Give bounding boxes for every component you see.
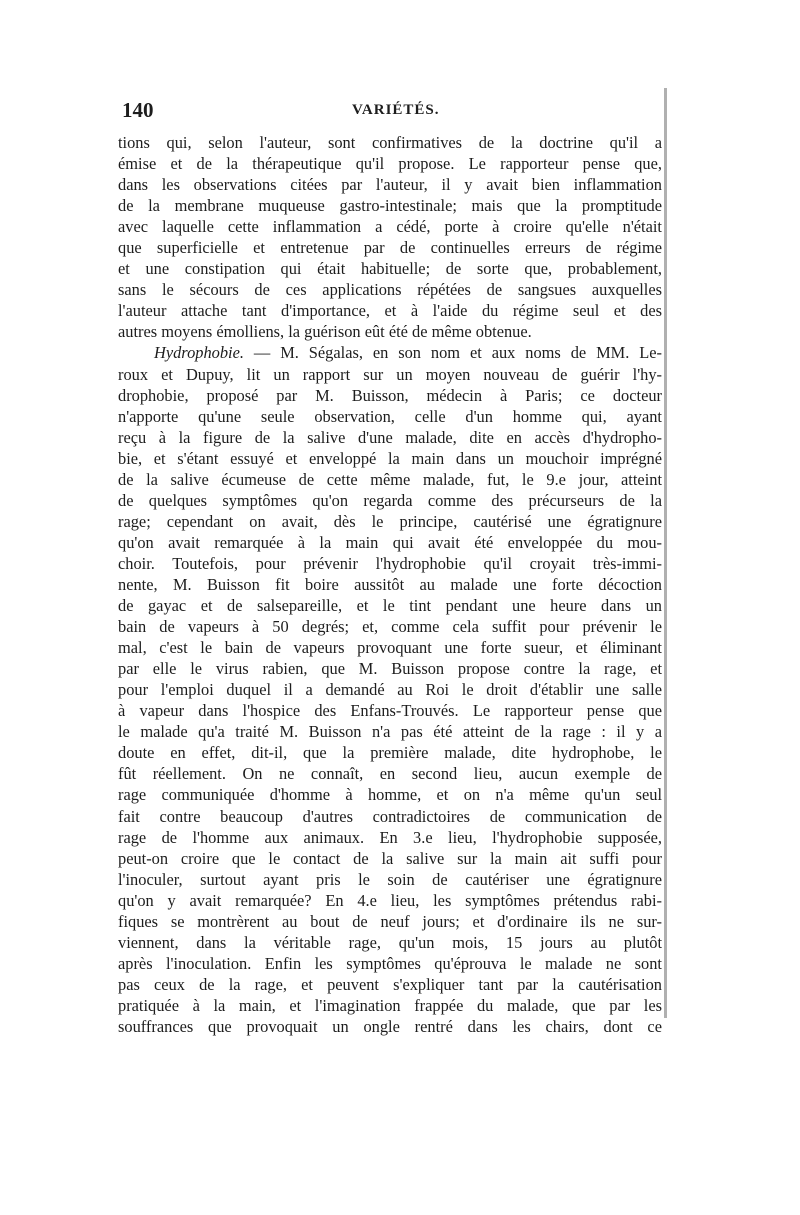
text-line: reçu à la figure de la salive d'une malade, dite en accès d'hydropho- — [118, 427, 662, 447]
text-line: sans le sécours de ces applications répétées de sangsues auxquelles — [118, 280, 662, 300]
text-line: drophobie, proposé par M. Buisson, médecin à Paris; ce docteur — [118, 385, 662, 405]
running-head: VARIÉTÉS. — [352, 102, 440, 118]
paragraph-results — [118, 132, 662, 342]
text-line: l'inoculer, surtout ayant pris le soin de cautériser une égratignure — [118, 869, 662, 889]
text-line: rage de l'homme aux animaux. En 3.e lieu, l'hydrophobie supposée, — [118, 827, 662, 847]
text-line: pratiquée à la main, et l'imagination frappée du malade, que par les — [118, 995, 662, 1015]
text-line: fait contre beaucoup d'autres contradictoires de communication de — [118, 806, 662, 826]
text-line: roux et Dupuy, lit un rapport sur un moyen nouveau de guérir l'hy- — [118, 364, 662, 384]
text-line: émise et de la thérapeutique qu'il propose. Le rapporteur pense que, — [118, 154, 662, 174]
text-line: par elle le virus rabien, que M. Buisson propose contre la rage, et — [118, 659, 662, 679]
text-line: fût réellement. On ne connaît, en second lieu, aucun exemple de — [118, 764, 662, 784]
text-line: bie, et s'étant essuyé et enveloppé la main dans un mouchoir imprégné — [118, 448, 662, 468]
text-line: rage; cependant on avait, dès le principe, cautérisé une égratignure — [118, 511, 662, 531]
text-line: qu'on y avait remarquée? En 4.e lieu, les symptômes prétendus rabi- — [118, 890, 662, 910]
text-line: rage communiquée d'homme à homme, et on n'a même qu'un seul — [118, 785, 662, 805]
text-line: de gayac et de salsepareille, et le tint pendant une heure dans un — [118, 596, 662, 616]
text-line: le malade qu'a traité M. Buisson n'a pas été atteint de la rage : il y a — [118, 722, 662, 742]
text-line: après l'inoculation. Enfin les symptômes qu'éprouva le malade ne sont — [118, 953, 662, 973]
text-line: et une constipation qui était habituelle; de sorte que, probablement, — [118, 259, 662, 279]
text-line: l'auteur attache tant d'importance, et à l'aide du régime seul et des — [118, 301, 662, 321]
text-line: peut-on croire que le contact de la salive sur la main ait suffi pour — [118, 848, 662, 868]
text-line: de la salive écumeuse de cette même malade, fut, le 9.e jour, atteint — [118, 469, 662, 489]
page-header — [118, 96, 662, 132]
text-line: n'apporte qu'une seule observation, celle d'un homme qui, ayant — [118, 406, 662, 426]
text-line: dans les observations citées par l'auteur, il y avait bien inflammation — [118, 175, 662, 195]
text-line: pour l'emploi duquel il a demandé au Roi le droit d'établir une salle — [118, 680, 662, 700]
book-page — [118, 96, 662, 1037]
text-line: bain de vapeurs à 50 degrés; et, comme cela suffit pour prévenir le — [118, 617, 662, 637]
text-line: de la membrane muqueuse gastro-intestinale; mais que la promptitude — [118, 196, 662, 216]
text-line: à vapeur dans l'hospice des Enfans-Trouvés. Le rapporteur pense que — [118, 701, 662, 721]
text-line: autres moyens émolliens, la guérison eût été de même obtenue. — [118, 322, 532, 342]
text-line: tions qui, selon l'auteur, sont confirmatives de la doctrine qu'il a — [118, 133, 662, 152]
text-line: qu'on avait remarquée à la main qui avait été enveloppée du mou- — [118, 532, 662, 552]
hydrophobie-first-line: — M. Ségalas, en son nom et aux noms de MM. Le- — [243, 343, 662, 363]
text-line: avec laquelle cette inflammation a cédé, porte à croire qu'elle n'était — [118, 217, 662, 237]
text-line: fiques se montrèrent au bout de neuf jours; et d'ordinaire ils ne sur- — [118, 911, 662, 931]
text-line: mal, c'est le bain de vapeurs provoquant une forte sueur, et éliminant — [118, 638, 662, 658]
body-text — [118, 132, 662, 1037]
paragraph-hydrophobie — [118, 342, 662, 1037]
text-line: nente, M. Buisson fit boire aussitôt au malade une forte décoction — [118, 574, 662, 594]
text-line: viennent, dans la véritable rage, qu'un mois, 15 jours au plutôt — [118, 932, 662, 952]
page-gutter-shadow — [664, 88, 667, 1018]
text-line: de quelques symptômes qu'on regarda comme des précurseurs de la — [118, 490, 662, 510]
page-number: 140 — [122, 98, 154, 122]
text-line — [118, 342, 662, 363]
section-title-hydrophobie: Hydrophobie. — [154, 343, 244, 363]
text-line: choir. Toutefois, pour prévenir l'hydrophobie qu'il croyait très-immi- — [118, 553, 662, 573]
text-line: pas ceux de la rage, et peuvent s'expliquer tant par la cautérisation — [118, 974, 662, 994]
text-line: souffrances que provoquait un ongle rentré dans les chairs, dont ce — [118, 1016, 662, 1036]
text-line: doute en effet, dit-il, que la première malade, dite hydrophobe, le — [118, 743, 662, 763]
text-line: que superficielle et entretenue par de continuelles erreurs de régime — [118, 238, 662, 258]
